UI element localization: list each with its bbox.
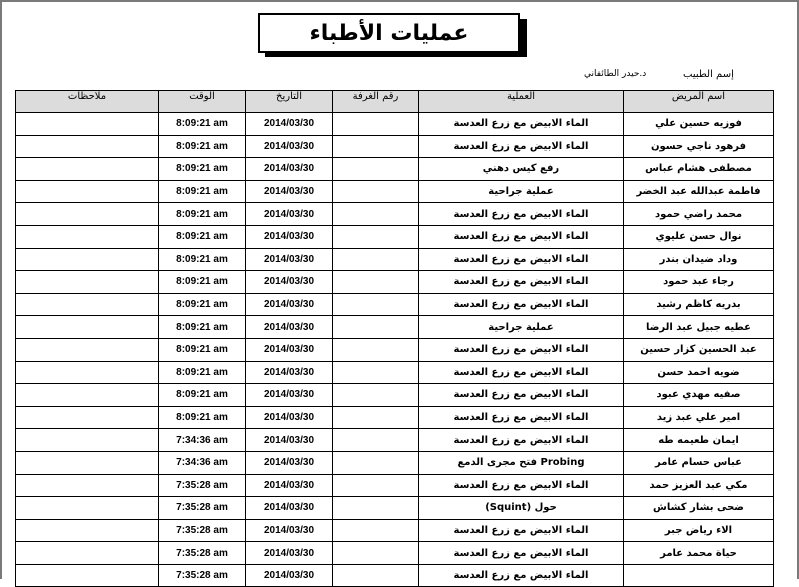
cell-date: 2014/03/30 xyxy=(246,203,333,226)
cell-notes xyxy=(16,542,159,565)
cell-room xyxy=(333,316,419,339)
cell-date: 2014/03/30 xyxy=(246,361,333,384)
table-row xyxy=(16,316,774,339)
table-row xyxy=(16,451,774,474)
cell-notes xyxy=(16,203,159,226)
table-body xyxy=(16,113,774,587)
cell-notes xyxy=(16,361,159,384)
cell-date: 2014/03/30 xyxy=(246,248,333,271)
table-row xyxy=(16,225,774,248)
page-border-top xyxy=(0,0,799,2)
cell-time: 8:09:21 am xyxy=(159,316,246,339)
table-row xyxy=(16,474,774,497)
cell-time: 7:35:28 am xyxy=(159,542,246,565)
col-header-notes: ملاحظات xyxy=(16,91,159,113)
report-title: عمليات الأطباء xyxy=(258,13,520,53)
cell-time: 8:09:21 am xyxy=(159,135,246,158)
col-header-room: رقم الغرفة xyxy=(333,91,419,113)
cell-patient: رجاء عبد حمود xyxy=(624,271,774,294)
cell-patient: عطيه جبيل عبد الرضا xyxy=(624,316,774,339)
cell-room xyxy=(333,271,419,294)
cell-room xyxy=(333,497,419,520)
cell-date: 2014/03/30 xyxy=(246,316,333,339)
cell-room xyxy=(333,158,419,181)
cell-operation: الماء الابيض مع زرع العدسة xyxy=(419,248,624,271)
table-row xyxy=(16,497,774,520)
col-header-operation: العملية xyxy=(419,91,624,113)
cell-notes xyxy=(16,429,159,452)
cell-patient: امير علي عبد زيد xyxy=(624,406,774,429)
cell-time: 8:09:21 am xyxy=(159,203,246,226)
cell-patient: محمد راضي حمود xyxy=(624,203,774,226)
cell-patient: بدريه كاظم رشيد xyxy=(624,293,774,316)
cell-time: 8:09:21 am xyxy=(159,158,246,181)
cell-time: 8:09:21 am xyxy=(159,338,246,361)
table-row xyxy=(16,429,774,452)
cell-notes xyxy=(16,406,159,429)
cell-time: 8:09:21 am xyxy=(159,384,246,407)
cell-time: 7:34:36 am xyxy=(159,451,246,474)
cell-time: 8:09:21 am xyxy=(159,406,246,429)
cell-date: 2014/03/30 xyxy=(246,113,333,136)
table-row xyxy=(16,293,774,316)
cell-operation: الماء الابيض مع زرع العدسة xyxy=(419,271,624,294)
cell-notes xyxy=(16,338,159,361)
cell-patient: مصطفى هشام عباس xyxy=(624,158,774,181)
cell-patient: ضويه احمد حسن xyxy=(624,361,774,384)
table-row xyxy=(16,519,774,542)
cell-notes xyxy=(16,293,159,316)
cell-operation: عملية جراحية xyxy=(419,316,624,339)
cell-room xyxy=(333,180,419,203)
cell-patient: مكي عبد العزيز حمد xyxy=(624,474,774,497)
cell-patient xyxy=(624,564,774,587)
cell-time: 8:09:21 am xyxy=(159,293,246,316)
cell-operation: الماء الابيض مع زرع العدسة xyxy=(419,474,624,497)
cell-patient: عبد الحسين كزار حسين xyxy=(624,338,774,361)
cell-operation: الماء الابيض مع زرع العدسة xyxy=(419,406,624,429)
cell-room xyxy=(333,451,419,474)
cell-time: 7:35:28 am xyxy=(159,519,246,542)
table-row xyxy=(16,542,774,565)
table-row xyxy=(16,135,774,158)
cell-notes xyxy=(16,384,159,407)
cell-date: 2014/03/30 xyxy=(246,429,333,452)
cell-operation: الماء الابيض مع زرع العدسة xyxy=(419,203,624,226)
cell-time: 8:09:21 am xyxy=(159,180,246,203)
cell-patient: الاء رياض جبر xyxy=(624,519,774,542)
table-row xyxy=(16,158,774,181)
cell-room xyxy=(333,225,419,248)
cell-operation: الماء الابيض مع زرع العدسة xyxy=(419,338,624,361)
cell-room xyxy=(333,564,419,587)
cell-patient: ضحى بشار كشاش xyxy=(624,497,774,520)
table-row xyxy=(16,180,774,203)
table-row xyxy=(16,564,774,587)
table-row xyxy=(16,361,774,384)
cell-operation: الماء الابيض مع زرع العدسة xyxy=(419,293,624,316)
cell-time: 8:09:21 am xyxy=(159,271,246,294)
cell-time: 8:09:21 am xyxy=(159,248,246,271)
cell-time: 8:09:21 am xyxy=(159,113,246,136)
cell-room xyxy=(333,113,419,136)
cell-date: 2014/03/30 xyxy=(246,180,333,203)
cell-date: 2014/03/30 xyxy=(246,293,333,316)
table-row xyxy=(16,203,774,226)
cell-notes xyxy=(16,271,159,294)
cell-patient: حياة محمد عامر xyxy=(624,542,774,565)
cell-date: 2014/03/30 xyxy=(246,474,333,497)
cell-notes xyxy=(16,564,159,587)
table-row xyxy=(16,338,774,361)
cell-notes xyxy=(16,519,159,542)
cell-room xyxy=(333,338,419,361)
cell-date: 2014/03/30 xyxy=(246,271,333,294)
cell-date: 2014/03/30 xyxy=(246,135,333,158)
cell-patient: عباس حسام عامر xyxy=(624,451,774,474)
cell-operation: الماء الابيض مع زرع العدسة xyxy=(419,429,624,452)
cell-date: 2014/03/30 xyxy=(246,225,333,248)
cell-date: 2014/03/30 xyxy=(246,564,333,587)
doctor-name: د.حيدر الطائفاني xyxy=(584,69,647,79)
cell-patient: نوال حسن عليوي xyxy=(624,225,774,248)
cell-date: 2014/03/30 xyxy=(246,158,333,181)
cell-operation: الماء الابيض مع زرع العدسة xyxy=(419,113,624,136)
table-header-row xyxy=(16,91,774,113)
table-row xyxy=(16,113,774,136)
page-border-left xyxy=(0,0,2,579)
cell-room xyxy=(333,293,419,316)
cell-operation: رفع كيس دهني xyxy=(419,158,624,181)
cell-time: 7:34:36 am xyxy=(159,429,246,452)
cell-time: 8:09:21 am xyxy=(159,225,246,248)
cell-date: 2014/03/30 xyxy=(246,451,333,474)
cell-room xyxy=(333,406,419,429)
cell-operation: الماء الابيض مع زرع العدسة xyxy=(419,564,624,587)
cell-notes xyxy=(16,451,159,474)
cell-notes xyxy=(16,158,159,181)
cell-operation: الماء الابيض مع زرع العدسة xyxy=(419,361,624,384)
table-row xyxy=(16,271,774,294)
col-header-date: التاريخ xyxy=(246,91,333,113)
cell-operation: عملية جراحية xyxy=(419,180,624,203)
cell-room xyxy=(333,135,419,158)
cell-room xyxy=(333,361,419,384)
cell-room xyxy=(333,519,419,542)
cell-room xyxy=(333,474,419,497)
cell-time: 7:35:28 am xyxy=(159,564,246,587)
cell-operation: Probing فتح مجرى الدمع xyxy=(419,451,624,474)
table-row xyxy=(16,406,774,429)
cell-operation: الماء الابيض مع زرع العدسة xyxy=(419,542,624,565)
cell-patient: فرهود ناجي حسون xyxy=(624,135,774,158)
cell-notes xyxy=(16,497,159,520)
cell-operation: الماء الابيض مع زرع العدسة xyxy=(419,519,624,542)
cell-date: 2014/03/30 xyxy=(246,542,333,565)
cell-notes xyxy=(16,135,159,158)
cell-time: 8:09:21 am xyxy=(159,361,246,384)
cell-room xyxy=(333,429,419,452)
cell-patient: ايمان طعيمه طه xyxy=(624,429,774,452)
cell-operation: حول (Squint) xyxy=(419,497,624,520)
cell-room xyxy=(333,248,419,271)
cell-operation: الماء الابيض مع زرع العدسة xyxy=(419,384,624,407)
table-row xyxy=(16,384,774,407)
cell-room xyxy=(333,203,419,226)
cell-operation: الماء الابيض مع زرع العدسة xyxy=(419,225,624,248)
cell-operation: الماء الابيض مع زرع العدسة xyxy=(419,135,624,158)
cell-notes xyxy=(16,113,159,136)
cell-patient: فاطمة عبدالله عبد الخضر xyxy=(624,180,774,203)
cell-date: 2014/03/30 xyxy=(246,384,333,407)
operations-table xyxy=(15,90,774,587)
cell-patient: صفيه مهدي عبود xyxy=(624,384,774,407)
cell-time: 7:35:28 am xyxy=(159,474,246,497)
cell-notes xyxy=(16,474,159,497)
cell-room xyxy=(333,384,419,407)
table-row xyxy=(16,248,774,271)
cell-notes xyxy=(16,225,159,248)
col-header-patient: اسم المريض xyxy=(624,91,774,113)
cell-patient: وداد ضيدان بندر xyxy=(624,248,774,271)
cell-time: 7:35:28 am xyxy=(159,497,246,520)
cell-notes xyxy=(16,180,159,203)
cell-room xyxy=(333,542,419,565)
cell-date: 2014/03/30 xyxy=(246,497,333,520)
cell-date: 2014/03/30 xyxy=(246,338,333,361)
cell-patient: فوزيه حسين علي xyxy=(624,113,774,136)
col-header-time: الوقت xyxy=(159,91,246,113)
doctor-label: إسم الطبيب xyxy=(683,69,734,80)
cell-date: 2014/03/30 xyxy=(246,406,333,429)
cell-notes xyxy=(16,316,159,339)
cell-date: 2014/03/30 xyxy=(246,519,333,542)
cell-notes xyxy=(16,248,159,271)
